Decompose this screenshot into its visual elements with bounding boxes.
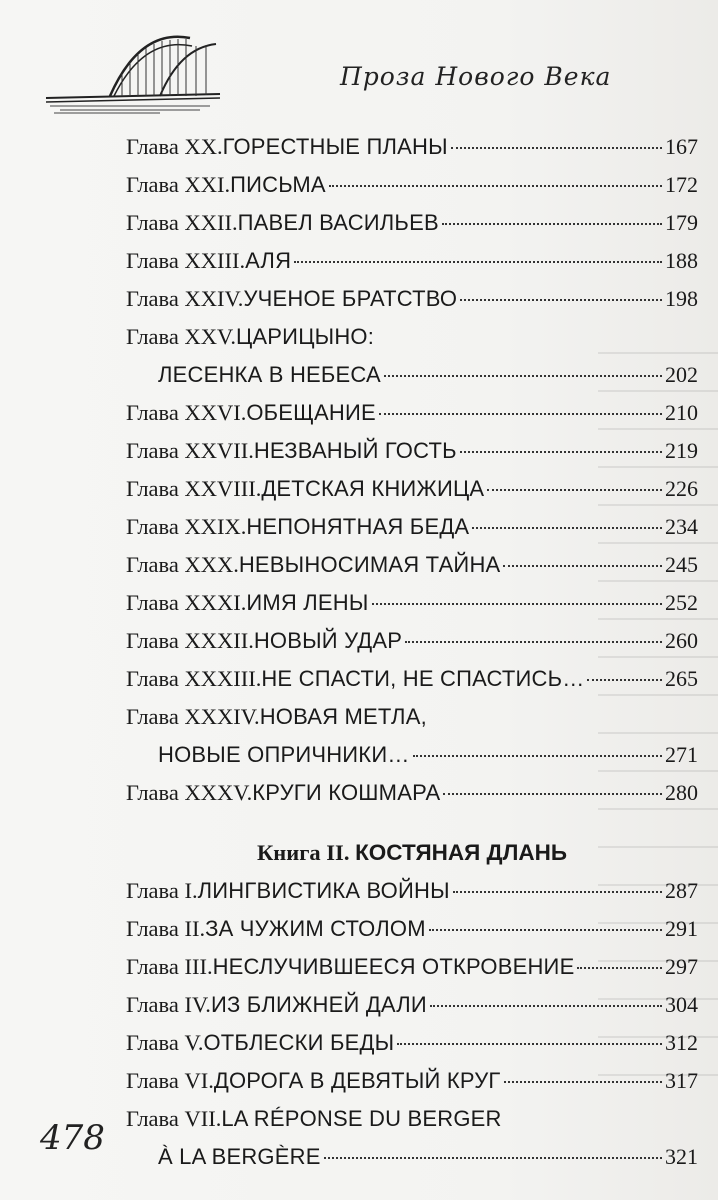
chapter-label: Глава XXXV. (126, 780, 253, 805)
toc-entry (126, 508, 698, 546)
dot-leader (429, 928, 662, 931)
chapter-label: Глава XXVII. (126, 438, 254, 463)
dot-leader (453, 890, 662, 893)
page-ref: 234 (665, 514, 698, 539)
chapter-label: Глава XXIII. (126, 248, 246, 273)
dot-leader (384, 374, 662, 377)
dot-leader (443, 792, 662, 795)
page-ref: 271 (665, 742, 698, 767)
chapter-label: Глава XXIV. (126, 286, 244, 311)
toc-entry (126, 166, 698, 204)
dot-leader (372, 602, 662, 605)
dot-leader (430, 1004, 662, 1007)
chapter-title: УЧЕНОЕ БРАТСТВО (243, 286, 458, 311)
dot-leader (504, 1080, 662, 1083)
dot-leader (460, 298, 662, 301)
page-ref: 291 (665, 916, 698, 941)
toc-entry (126, 622, 698, 660)
chapter-title: ЦАРИЦЫНО: (235, 324, 375, 349)
toc-entry (126, 986, 698, 1024)
page-ref: 265 (665, 666, 698, 691)
chapter-title: НОВАЯ МЕТЛА, (259, 704, 427, 729)
chapter-title: ИЗ БЛИЖНЕЙ ДАЛИ (210, 992, 427, 1017)
toc-entry (126, 1138, 698, 1176)
chapter-label: Глава III. (126, 954, 213, 979)
chapter-title: КРУГИ КОШМАРА (252, 780, 441, 805)
chapter-title: АЛЯ (245, 248, 292, 273)
toc-entry (126, 1062, 698, 1100)
chapter-title: НОВЫЕ ОПРИЧНИКИ… (158, 742, 410, 767)
chapter-label: Глава XXVI. (126, 400, 247, 425)
toc-entry (126, 280, 698, 318)
chapter-title: ЛЕСЕНКА В НЕБЕСА (158, 362, 381, 387)
chapter-title: НЕПОНЯТНАЯ БЕДА (246, 514, 470, 539)
page-number: 478 (40, 1118, 105, 1158)
chapter-title: ПАВЕЛ ВАСИЛЬЕВ (237, 210, 439, 235)
toc-entry (126, 736, 698, 774)
page-ref: 280 (665, 780, 698, 805)
toc-entry (126, 546, 698, 584)
dot-leader (405, 640, 662, 643)
dot-leader (397, 1042, 662, 1045)
chapter-title: LA RÉPONSE DU BERGER (221, 1106, 502, 1131)
toc-entry (126, 128, 698, 166)
toc-entry (126, 584, 698, 622)
toc-entry (126, 356, 698, 394)
chapter-title: НЕ СПАСТИ, НЕ СПАСТИСЬ… (261, 666, 585, 691)
chapter-label: Глава V. (126, 1030, 204, 1055)
toc-entry (126, 242, 698, 280)
dot-leader (577, 966, 662, 969)
chapter-label: Глава XXXII. (126, 628, 254, 653)
table-of-contents (126, 128, 698, 1176)
chapter-title: ДОРОГА В ДЕВЯТЫЙ КРУГ (213, 1068, 501, 1093)
chapter-label: Глава XXX. (126, 552, 239, 577)
chapter-title: НОВЫЙ УДАР (253, 628, 403, 653)
toc-entry (126, 394, 698, 432)
page-ref: 188 (665, 248, 698, 273)
toc-entry (126, 774, 698, 812)
chapter-title: НЕЗВАНЫЙ ГОСТЬ (253, 438, 457, 463)
dot-leader (451, 146, 662, 149)
book-label: Книга II. (256, 840, 356, 865)
chapter-label: Глава XXIX. (126, 514, 247, 539)
book-heading (126, 834, 698, 872)
chapter-title: ОТБЛЕСКИ БЕДЫ (203, 1030, 395, 1055)
chapter-label: Глава XXXIII. (126, 666, 262, 691)
toc-entry (126, 432, 698, 470)
toc-entry (126, 318, 698, 356)
dot-leader (442, 222, 662, 225)
dot-leader (324, 1156, 662, 1159)
dot-leader (413, 754, 662, 757)
toc-entry (126, 204, 698, 242)
chapter-label: Глава XXV. (126, 324, 236, 349)
toc-entry (126, 910, 698, 948)
chapter-label: Глава VI. (126, 1068, 214, 1093)
chapter-title: ЛИНГВИСТИКА ВОЙНЫ (197, 878, 450, 903)
bridge-sketch-icon (40, 18, 230, 118)
page-ref: 245 (665, 552, 698, 577)
chapter-title: НЕСЛУЧИВШЕЕСЯ ОТКРОВЕНИЕ (212, 954, 575, 979)
toc-entry (126, 660, 698, 698)
toc-entry (126, 698, 698, 736)
chapter-title: ИМЯ ЛЕНЫ (246, 590, 369, 615)
page-ref: 172 (665, 172, 698, 197)
chapter-label: Глава XXI. (126, 172, 231, 197)
chapter-label: Глава XXII. (126, 210, 238, 235)
chapter-label: Глава VII. (126, 1106, 222, 1131)
chapter-title: ЗА ЧУЖИМ СТОЛОМ (205, 916, 426, 941)
page-ref: 202 (665, 362, 698, 387)
chapter-label: Глава I. (126, 878, 198, 903)
series-title: Проза Нового Века (340, 62, 612, 91)
page-ref: 219 (665, 438, 698, 463)
chapter-label: Глава II. (126, 916, 206, 941)
page-header (40, 18, 680, 118)
page-ref: 210 (665, 400, 698, 425)
chapter-label: Глава IV. (126, 992, 211, 1017)
chapter-title: ДЕТСКАЯ КНИЖИЦА (261, 476, 485, 501)
chapter-label: Глава XXVIII. (126, 476, 262, 501)
toc-entry (126, 872, 698, 910)
dot-leader (503, 564, 662, 567)
page-ref: 179 (665, 210, 698, 235)
chapter-title: ОБЕЩАНИЕ (246, 400, 376, 425)
dot-leader (329, 184, 662, 187)
chapter-label: Глава XX. (126, 134, 223, 159)
page-ref: 317 (665, 1068, 698, 1093)
toc-entry (126, 470, 698, 508)
dot-leader (379, 412, 662, 415)
page-ref: 312 (665, 1030, 698, 1055)
book-title: КОСТЯНАЯ ДЛАНЬ (355, 840, 568, 865)
page-ref: 287 (665, 878, 698, 903)
dot-leader (294, 260, 662, 263)
page-ref: 226 (665, 476, 698, 501)
toc-entry (126, 1100, 698, 1138)
dot-leader (472, 526, 662, 529)
chapter-title: ГОРЕСТНЫЕ ПЛАНЫ (222, 134, 448, 159)
dot-leader (487, 488, 662, 491)
chapter-title: ПИСЬМА (230, 172, 326, 197)
chapter-label: Глава XXXIV. (126, 704, 260, 729)
dot-leader (460, 450, 662, 453)
chapter-title: НЕВЫНОСИМАЯ ТАЙНА (238, 552, 501, 577)
page-ref: 297 (665, 954, 698, 979)
page-ref: 260 (665, 628, 698, 653)
dot-leader (587, 678, 662, 681)
page-ref: 321 (665, 1144, 698, 1169)
page-ref: 198 (665, 286, 698, 311)
page-ref: 167 (665, 134, 698, 159)
toc-entry (126, 948, 698, 986)
page-ref: 304 (665, 992, 698, 1017)
chapter-title: À LA BERGÈRE (158, 1144, 321, 1169)
chapter-label: Глава XXXI. (126, 590, 247, 615)
toc-entry (126, 1024, 698, 1062)
page-ref: 252 (665, 590, 698, 615)
